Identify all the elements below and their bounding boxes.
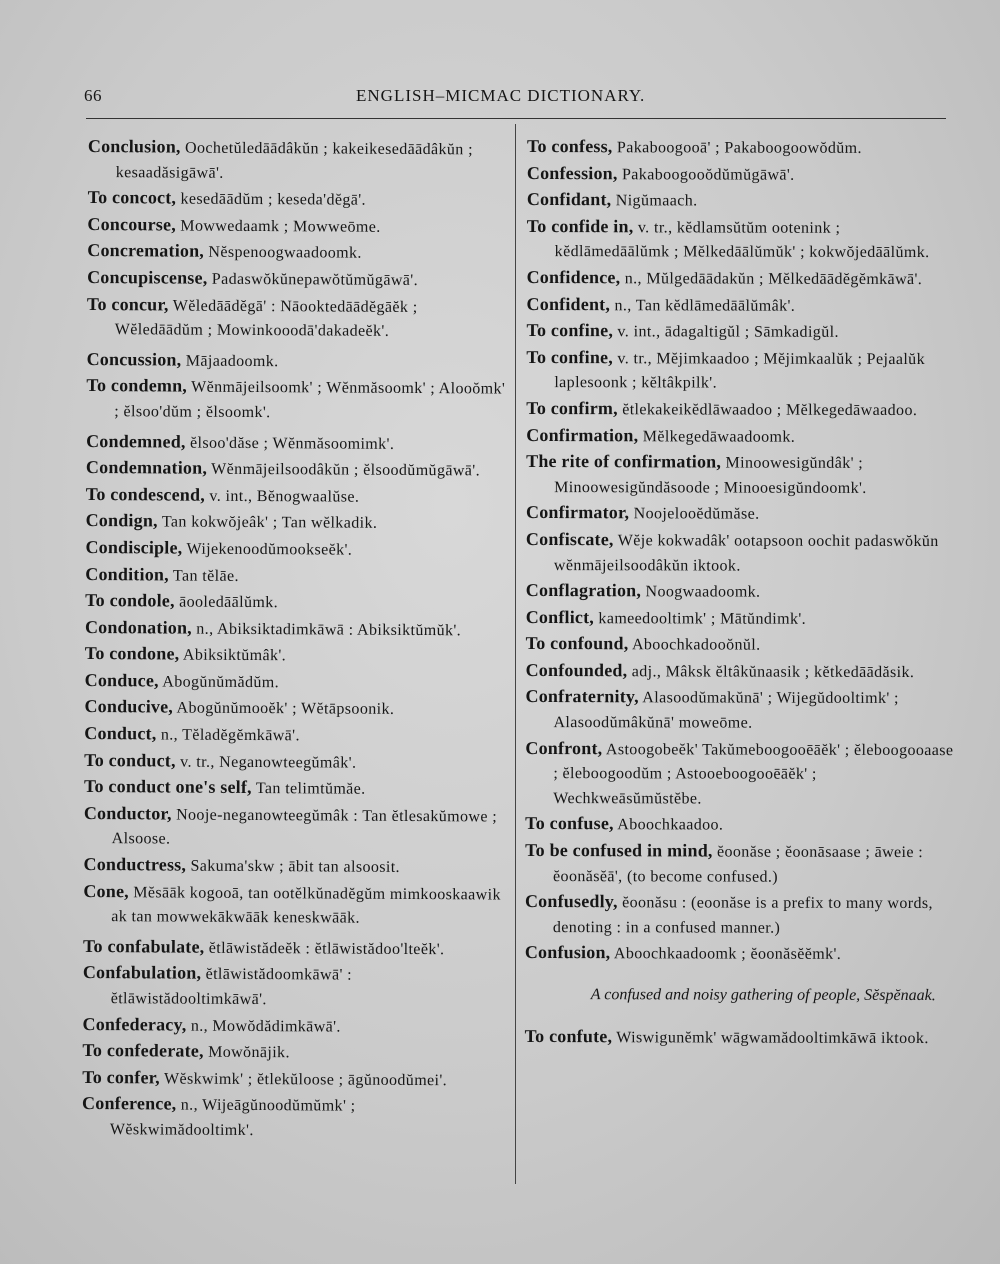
headword: To concur, xyxy=(86,293,169,315)
column-divider xyxy=(515,124,516,1184)
definition: ĕtlekakeikĕdlāwaadoo ; Mĕlkegedāwaadoo. xyxy=(617,401,918,419)
definition: Tan telimtŭmăe. xyxy=(251,780,366,798)
headword: Cone, xyxy=(83,880,129,901)
definition: v. int., Bĕnogwaalŭse. xyxy=(204,487,360,506)
dictionary-entry xyxy=(527,214,959,266)
definition: Aboochkadooŏnŭl. xyxy=(628,636,761,654)
headword: To conduct, xyxy=(84,749,176,771)
definition: Alasoodŭmakŭnā' ; Wijegŭdooltimk' ; Alasoodŭmâkŭnā' moweōme. xyxy=(553,689,899,732)
definition: Abogŭnŭmădŭm. xyxy=(158,673,280,692)
dictionary-entry xyxy=(86,455,506,484)
headword: Concremation, xyxy=(87,240,205,262)
headword: Confusedly, xyxy=(524,891,618,912)
dictionary-entry xyxy=(84,774,504,803)
headword: To condole, xyxy=(85,590,175,611)
headword: Concupiscense, xyxy=(87,266,208,288)
dictionary-entry xyxy=(525,811,957,839)
headword: Conflict, xyxy=(525,606,595,627)
definition: Abiksiktŭmâk'. xyxy=(179,646,287,665)
definition: v. tr., Neganowteegŭmâk'. xyxy=(175,753,357,772)
dictionary-entry xyxy=(526,500,958,528)
headword: To confine, xyxy=(526,320,614,341)
headword: Confusion, xyxy=(524,942,611,963)
headword: To confer, xyxy=(82,1066,160,1088)
italic-subentry: A confused and noisy gathering of people, Sĕspĕnaak. xyxy=(590,986,936,1005)
headword: The rite of confirmation, xyxy=(526,451,722,472)
headword: Confabulation, xyxy=(82,962,202,984)
headword: Confraternity, xyxy=(525,686,639,707)
definition: Wĕje kokwadâk' ootapsoon oochit padaswŏkŭn wĕnmājeilsoodâkŭn iktook. xyxy=(553,532,939,575)
headword: To concoct, xyxy=(87,187,177,208)
left-column xyxy=(82,134,508,1145)
headword: Confidant, xyxy=(526,189,612,210)
dictionary-entry xyxy=(526,527,958,579)
headword: To confide in, xyxy=(526,215,634,237)
definition: Aboochkaadoomk ; ĕoonăsĕĕmk'. xyxy=(610,945,842,964)
dictionary-entry xyxy=(82,1038,502,1067)
definition: Wĕnmājeilsoomk' ; Wĕnmăsoomk' ; Alooŏmk' ; ĕlsoo'dŭm ; ĕlsoomk'. xyxy=(114,378,506,422)
definition: v. tr., Mĕjimkaadoo ; Mĕjimkaalŭk ; Pejaalŭk laplesoonk ; kĕltâkpilk'. xyxy=(554,349,926,392)
right-column xyxy=(525,134,959,1051)
definition: Wiswigunĕmk' wāgwamădooltimkāwā iktook. xyxy=(612,1028,929,1047)
headword: Confidence, xyxy=(526,266,621,288)
definition: n., Mŭlgedāādakŭn ; Mĕlkedāādĕgĕmkāwā'. xyxy=(620,270,923,289)
page-number: 66 xyxy=(84,86,102,105)
headword: Conductor, xyxy=(83,802,172,824)
definition: Mājaadoomk. xyxy=(181,352,279,370)
definition: kameedooltimk' ; Mātŭndimk'. xyxy=(594,609,807,628)
definition: Mĕsāāk kogooā, tan ootĕlkŭnadĕgŭm mimkooskaawik ak tan mowwekākwāāk keneskwāāk. xyxy=(111,883,501,927)
dictionary-entry xyxy=(82,1091,502,1145)
headword: Confident, xyxy=(526,293,611,314)
definition: Mĕlkegedāwaadoomk. xyxy=(638,427,796,446)
definition: ĕoonăse ; ĕoonāsaase ; āweie : ĕoonăsĕā', (to become confused.) xyxy=(553,843,924,886)
dictionary-entry xyxy=(83,879,503,933)
headword: Conductress, xyxy=(83,854,187,875)
dictionary-entry xyxy=(87,212,507,241)
definition: Pakaboogooŏdŭmŭgāwā'. xyxy=(617,165,795,184)
dictionary-entry xyxy=(525,889,957,941)
dictionary-entry xyxy=(84,748,504,777)
headword: Condonation, xyxy=(84,616,192,638)
definition: v. tr., kĕdlamsŭtŭm ootenink ; kĕdlāmedāālŭmk ; Mĕlkedāālŭmŭk' ; kokwŏjedāālŭmk. xyxy=(554,219,930,262)
running-title: ENGLISH–MICMAC DICTIONARY. xyxy=(356,86,646,105)
definition: Wĕskwimk' ; ĕtlekŭloose ; āgŭnoodŭmei'. xyxy=(159,1070,448,1089)
dictionary-entry xyxy=(85,641,505,670)
dictionary-entry xyxy=(87,265,507,294)
headword: Condition, xyxy=(85,563,169,585)
headword: Concourse, xyxy=(87,213,177,235)
dictionary-entry xyxy=(88,134,508,188)
dictionary-entry xyxy=(86,429,506,458)
definition: Noogwaadoomk. xyxy=(641,583,761,601)
dictionary-entry xyxy=(87,238,507,267)
definition: ĕtlāwistădoomkāwā' : ĕtlāwistădooltimkāwā'. xyxy=(110,966,353,1009)
dictionary-entry xyxy=(87,347,507,376)
definition: n., Mowŏdădimkāwā'. xyxy=(186,1017,341,1036)
definition: ĕoonăsu : (eoonăse is a prefix to many words, denoting : in a confused manner.) xyxy=(552,894,933,937)
definition: ĕlsoo'dăse ; Wĕnmăsoomimk'. xyxy=(185,434,395,453)
dictionary-entry xyxy=(84,721,504,750)
dictionary-entry xyxy=(85,668,505,697)
headword: Confession, xyxy=(526,162,618,183)
headword: To confound, xyxy=(525,633,629,654)
dictionary-entry xyxy=(88,185,508,214)
definition: Wĕnmājeilsoodâkŭn ; ĕlsoodŭmŭgāwā'. xyxy=(207,460,481,480)
dictionary-entry xyxy=(526,396,958,424)
dictionary-entry xyxy=(526,605,958,633)
dictionary-entry xyxy=(526,658,958,686)
headword: To be confused in mind, xyxy=(525,840,713,861)
definition: ĕtlāwistădeĕk : ĕtlāwistădoo'lteĕk'. xyxy=(204,939,445,959)
dictionary-entry xyxy=(527,134,959,162)
dictionary-entry xyxy=(525,736,957,813)
definition: Nĕspenoogwaadoomk. xyxy=(203,244,362,263)
dictionary-entry xyxy=(527,265,959,293)
dictionary-entry xyxy=(525,838,957,890)
dictionary-entry xyxy=(83,852,503,881)
headword: Confiscate, xyxy=(525,528,614,550)
definition: Wĕledāādĕgā' : Nāooktedāādĕgāĕk ; Wĕledāādŭm ; Mowinkooodā'dakadeĕk'. xyxy=(114,297,418,340)
dictionary-entry xyxy=(85,561,505,590)
definition: Astoogobeĕk' Takŭmeboogooēāĕk' ; ĕleboogooaase ; ĕleboogoodŭm ; Astooeboogooēāĕk' ; Wechkweāsŭmŭstĕbe. xyxy=(553,740,954,808)
dictionary-entry xyxy=(527,187,959,215)
dictionary-entry xyxy=(526,449,958,501)
dictionary-entry xyxy=(527,161,959,189)
dictionary-entry xyxy=(526,345,958,397)
headword: Concussion, xyxy=(86,348,182,370)
dictionary-entry xyxy=(87,292,507,346)
dictionary-entry xyxy=(85,535,505,564)
dictionary-entry xyxy=(86,482,506,511)
definition: Aboochkaadoo. xyxy=(613,816,724,834)
headword: Confirmator, xyxy=(525,502,630,523)
dictionary-entry xyxy=(86,373,506,427)
definition: āooledāālŭmk. xyxy=(174,593,279,612)
headword: Confounded, xyxy=(525,659,628,681)
dictionary-entry xyxy=(83,960,503,1014)
headword: To confabulate, xyxy=(82,935,205,957)
dictionary-entry xyxy=(526,423,958,451)
headword: Condemnation, xyxy=(85,457,208,478)
definition: Mowwedaamk ; Mowweōme. xyxy=(175,217,381,236)
definition: Minoowesigŭndâk' ; Minoowesigŭndăsoode ; Minooesigŭndoomk'. xyxy=(554,454,867,497)
definition: Wijekenoodŭmookseĕk'. xyxy=(182,540,353,559)
headword: Confederacy, xyxy=(82,1013,187,1035)
definition: v. int., ādagaltigŭl ; Sāmkadigŭl. xyxy=(613,323,839,341)
definition: adj., Mâksk ĕltâkŭnaasik ; kĕtkedāādăsik. xyxy=(627,663,915,681)
dictionary-entry xyxy=(525,684,957,736)
definition: Padaswŏkŭnepawŏtŭmŭgāwā'. xyxy=(207,270,419,289)
dictionary-entry xyxy=(86,508,506,537)
definition: Sakuma'skw ; ābit tan alsoosit. xyxy=(186,857,401,876)
dictionary-entry xyxy=(526,631,958,659)
dictionary-entry xyxy=(525,940,957,968)
dictionary-entry xyxy=(82,1065,502,1094)
dictionary-entry xyxy=(526,318,958,346)
definition: Abogŭnŭmooĕk' ; Wĕtāpsoonik. xyxy=(172,699,395,719)
headword: To confute, xyxy=(524,1025,613,1046)
definition: Nigŭmaach. xyxy=(611,192,698,210)
dictionary-entry xyxy=(84,694,504,723)
headword: To confirm, xyxy=(526,397,618,419)
definition: Nooje-neganowteegŭmâk : Tan ĕtlesakŭmowe ; Alsoose. xyxy=(111,806,498,848)
definition: n., Abiksiktadimkāwā : Abiksiktŭmŭk'. xyxy=(191,620,462,639)
dictionary-entry xyxy=(82,1012,502,1041)
dictionary-entry xyxy=(526,578,958,606)
definition: Noojelooĕdŭmăse. xyxy=(629,505,760,523)
dictionary-entry xyxy=(525,1024,957,1052)
definition: Tan kokwŏjeâk' ; Tan wĕlkadik. xyxy=(157,513,378,533)
headword: To condemn, xyxy=(86,375,188,396)
headword: To confederate, xyxy=(82,1040,204,1061)
dictionary-entry xyxy=(85,615,505,644)
headword: Condisciple, xyxy=(85,536,183,558)
headword: To confuse, xyxy=(525,813,614,834)
dictionary-entry xyxy=(85,588,505,617)
definition: kesedāādŭm ; keseda'dĕgā'. xyxy=(176,190,367,209)
definition: n., Tan kĕdlāmedāālŭmâk'. xyxy=(610,296,796,315)
headword: To conduct one's self, xyxy=(83,776,252,798)
headword: To confess, xyxy=(526,136,613,157)
page-header xyxy=(84,86,944,110)
dictionary-entry xyxy=(84,801,504,855)
definition: n., Tĕladĕgĕmkāwā'. xyxy=(156,726,300,745)
headword: To confine, xyxy=(526,346,614,367)
definition: Oochetŭledāādâkŭn ; kakeikesedāādâkŭn ; kesaadăsigāwā'. xyxy=(115,139,474,182)
headword: Confirmation, xyxy=(526,424,639,445)
headword: Conduce, xyxy=(84,669,159,691)
header-rule xyxy=(86,118,946,119)
definition: Tan tĕlāe. xyxy=(168,567,239,585)
definition: n., Wijeāgŭnoodŭmŭmk' ; Wĕskwimădooltimk'. xyxy=(109,1096,356,1139)
headword: To condescend, xyxy=(85,483,206,505)
headword: Conclusion, xyxy=(87,135,181,157)
dictionary-entry xyxy=(83,934,503,963)
headword: Conduct, xyxy=(84,723,157,744)
definition: Mowŏnājik. xyxy=(203,1043,290,1062)
definition: Pakaboogooā' ; Pakaboogoowŏdŭm. xyxy=(612,139,862,157)
headword: To condone, xyxy=(84,643,180,664)
headword: Condemned, xyxy=(86,430,186,452)
dictionary-entry xyxy=(527,292,959,320)
headword: Conference, xyxy=(82,1093,177,1114)
headword: Conducive, xyxy=(84,696,174,717)
headword: Confront, xyxy=(525,737,603,758)
headword: Condign, xyxy=(85,510,158,531)
headword: Conflagration, xyxy=(525,580,642,601)
